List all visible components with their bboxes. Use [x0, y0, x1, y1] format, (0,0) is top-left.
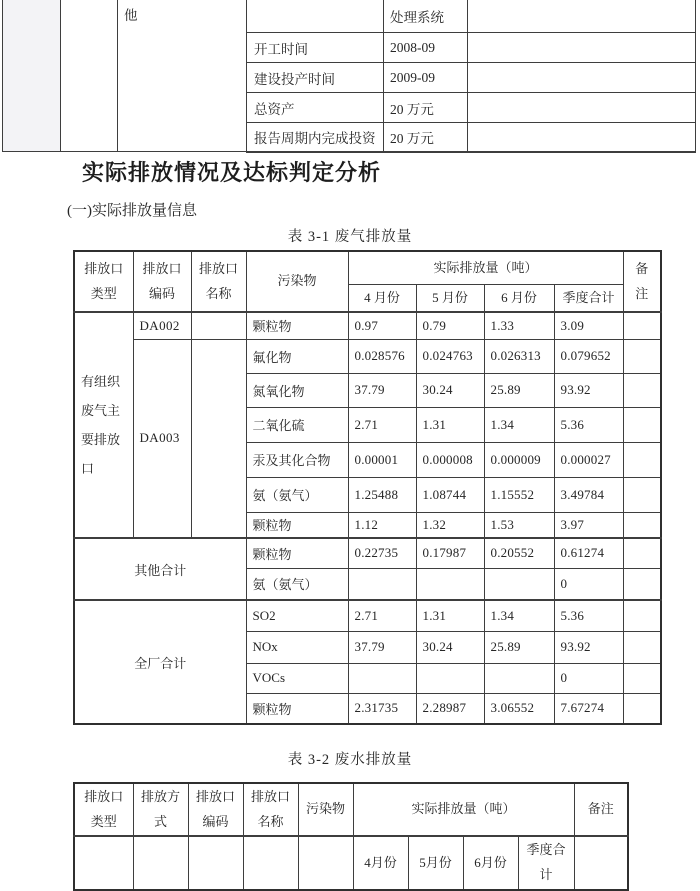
- outlet-type-cell: 有组织废气主要排放口: [74, 312, 133, 538]
- value-cell: 1.31: [416, 407, 484, 442]
- value-cell: 5.36: [554, 600, 623, 631]
- value-cell: 25.89: [484, 631, 554, 663]
- value-cell: 1.25488: [348, 477, 416, 512]
- value-cell: 2.71: [348, 407, 416, 442]
- value-cell: 0.17987: [416, 538, 484, 568]
- value-cell: [348, 663, 416, 693]
- col-header-april: 4月份: [353, 836, 408, 889]
- outlet-code-cell: DA003: [133, 339, 191, 538]
- value-cell: 0.024763: [416, 339, 484, 373]
- value-cell: 0.000009: [484, 442, 554, 477]
- table-cell: [3, 0, 61, 152]
- pollutant-cell: SO2: [246, 600, 348, 631]
- value-cell: [416, 568, 484, 600]
- col-header-may: 5月份: [408, 836, 463, 889]
- value-cell: 0.028576: [348, 339, 416, 373]
- table-row: [74, 339, 661, 373]
- table-row: [74, 312, 661, 339]
- pollutant-cell: 颗粒物: [246, 693, 348, 724]
- value-cell: 3.49784: [554, 477, 623, 512]
- remark-cell: [623, 512, 661, 538]
- outlet-name-cell: [191, 339, 246, 538]
- value-cell: 1.31: [416, 600, 484, 631]
- pollutant-cell: 汞及其化合物: [246, 442, 348, 477]
- remark-cell: [623, 600, 661, 631]
- value-cell: 1.53: [484, 512, 554, 538]
- remark-cell: [623, 442, 661, 477]
- value-cell: 25.89: [484, 373, 554, 407]
- remark-cell: [623, 312, 661, 339]
- remark-cell: [574, 836, 628, 889]
- col-header-outlet-code: 排放口编码: [133, 251, 191, 312]
- table-cell: [468, 123, 696, 152]
- col-header-discharge-mode: 排放方式: [133, 783, 188, 836]
- gas-table-title: 表 3-1 废气排放量: [287, 229, 413, 245]
- col-header-june: 6 月份: [484, 284, 554, 312]
- col-header-actual-amount: 实际排放量（吨）: [348, 251, 623, 284]
- value-cell: 1.34: [484, 407, 554, 442]
- value-cell: 2.31735: [348, 693, 416, 724]
- col-header-outlet-code: 排放口编码: [188, 783, 243, 836]
- value-cell: 0: [554, 663, 623, 693]
- pollutant-cell: 氮氧化物: [246, 373, 348, 407]
- value-cell: 0.000008: [416, 442, 484, 477]
- col-header-remark: 备注: [574, 783, 628, 836]
- table-row: [3, 0, 696, 33]
- table-cell: [188, 836, 243, 889]
- outlet-name-cell: [191, 312, 246, 339]
- value-cell: 0.97: [348, 312, 416, 339]
- value-cell: 0.000027: [554, 442, 623, 477]
- header-row: [74, 251, 661, 284]
- value-cell: 1.08744: [416, 477, 484, 512]
- table-cell: [468, 0, 696, 33]
- value-cell: 3.97: [554, 512, 623, 538]
- value-cell: [484, 568, 554, 600]
- value-cell: 30.24: [416, 373, 484, 407]
- pollutant-cell: 颗粒物: [246, 538, 348, 568]
- subsection-heading: (一)实际排放量信息: [67, 203, 197, 219]
- remark-cell: [623, 339, 661, 373]
- remark-cell: [623, 373, 661, 407]
- outlet-code-cell: DA002: [133, 312, 191, 339]
- pollutant-cell: NOx: [246, 631, 348, 663]
- commission-date-value-cell: 2009-09: [384, 63, 468, 93]
- pollutant-cell: 氨（氨气）: [246, 568, 348, 600]
- value-cell: 93.92: [554, 631, 623, 663]
- remark-cell: [623, 538, 661, 568]
- header-row-months: [74, 836, 628, 889]
- value-cell: 1.15552: [484, 477, 554, 512]
- facility-info-table: [2, 0, 696, 153]
- pollutant-cell: VOCs: [246, 663, 348, 693]
- value-cell: 3.06552: [484, 693, 554, 724]
- field-value-cell: 处理系统: [384, 0, 468, 33]
- remark-cell: [623, 693, 661, 724]
- plant-total-label-cell: 全厂合计: [74, 600, 246, 724]
- value-cell: 2.71: [348, 600, 416, 631]
- pollutant-cell: 颗粒物: [246, 512, 348, 538]
- col-header-outlet-type: 排放口类型: [74, 783, 133, 836]
- field-label-cell: [247, 0, 384, 33]
- table-cell: [468, 63, 696, 93]
- remark-cell: [623, 407, 661, 442]
- other-total-label-cell: 其他合计: [74, 538, 246, 600]
- value-cell: 2.28987: [416, 693, 484, 724]
- col-header-june: 6月份: [463, 836, 518, 889]
- remark-cell: [623, 631, 661, 663]
- water-emissions-table: [73, 782, 629, 891]
- value-cell: 37.79: [348, 631, 416, 663]
- start-date-label-cell: 开工时间: [247, 33, 384, 63]
- table-row: [74, 600, 661, 631]
- value-cell: 0.61274: [554, 538, 623, 568]
- value-cell: 1.33: [484, 312, 554, 339]
- col-header-remark: 备注: [623, 251, 661, 312]
- header-row: [74, 783, 628, 836]
- col-header-quarter-total: 季度合计: [518, 836, 574, 889]
- value-cell: 1.12: [348, 512, 416, 538]
- value-cell: 0.079652: [554, 339, 623, 373]
- col-header-april: 4 月份: [348, 284, 416, 312]
- pollutant-cell: 二氧化硫: [246, 407, 348, 442]
- investment-label-cell: 报告周期内完成投资: [247, 123, 384, 152]
- table-cell: [243, 836, 298, 889]
- col-header-outlet-name: 排放口名称: [191, 251, 246, 312]
- value-cell: 0.79: [416, 312, 484, 339]
- table-cell: [133, 836, 188, 889]
- water-table-title: 表 3-2 废水排放量: [287, 752, 413, 768]
- section-heading: 实际排放情况及达标判定分析: [82, 160, 382, 185]
- total-assets-label-cell: 总资产: [247, 93, 384, 123]
- col-header-quarter-total: 季度合计: [554, 284, 623, 312]
- other-fragment-cell: 他: [118, 0, 247, 152]
- value-cell: 30.24: [416, 631, 484, 663]
- remark-cell: [623, 568, 661, 600]
- value-cell: 37.79: [348, 373, 416, 407]
- value-cell: 0: [554, 568, 623, 600]
- value-cell: 7.67274: [554, 693, 623, 724]
- investment-value-cell: 20 万元: [384, 123, 468, 152]
- table-row: [74, 538, 661, 568]
- table-cell: [298, 836, 353, 889]
- col-header-outlet-name: 排放口名称: [243, 783, 298, 836]
- commission-date-label-cell: 建设投产时间: [247, 63, 384, 93]
- start-date-value-cell: 2008-09: [384, 33, 468, 63]
- value-cell: 1.32: [416, 512, 484, 538]
- col-header-actual-amount: 实际排放量（吨）: [353, 783, 574, 836]
- value-cell: [348, 568, 416, 600]
- pollutant-cell: 氨（氨气）: [246, 477, 348, 512]
- remark-cell: [623, 477, 661, 512]
- gas-emissions-table: [73, 250, 662, 725]
- value-cell: 0.00001: [348, 442, 416, 477]
- col-header-outlet-type: 排放口类型: [74, 251, 133, 312]
- value-cell: 5.36: [554, 407, 623, 442]
- table-cell: [74, 836, 133, 889]
- pollutant-cell: 颗粒物: [246, 312, 348, 339]
- col-header-pollutant: 污染物: [298, 783, 353, 836]
- pollutant-cell: 氟化物: [246, 339, 348, 373]
- value-cell: 93.92: [554, 373, 623, 407]
- value-cell: 0.22735: [348, 538, 416, 568]
- col-header-pollutant: 污染物: [246, 251, 348, 312]
- table-cell: [61, 0, 118, 152]
- value-cell: [416, 663, 484, 693]
- col-header-may: 5 月份: [416, 284, 484, 312]
- total-assets-value-cell: 20 万元: [384, 93, 468, 123]
- table-cell: [468, 93, 696, 123]
- value-cell: 0.20552: [484, 538, 554, 568]
- value-cell: 0.026313: [484, 339, 554, 373]
- value-cell: 3.09: [554, 312, 623, 339]
- table-cell: [468, 33, 696, 63]
- remark-cell: [623, 663, 661, 693]
- value-cell: 1.34: [484, 600, 554, 631]
- value-cell: [484, 663, 554, 693]
